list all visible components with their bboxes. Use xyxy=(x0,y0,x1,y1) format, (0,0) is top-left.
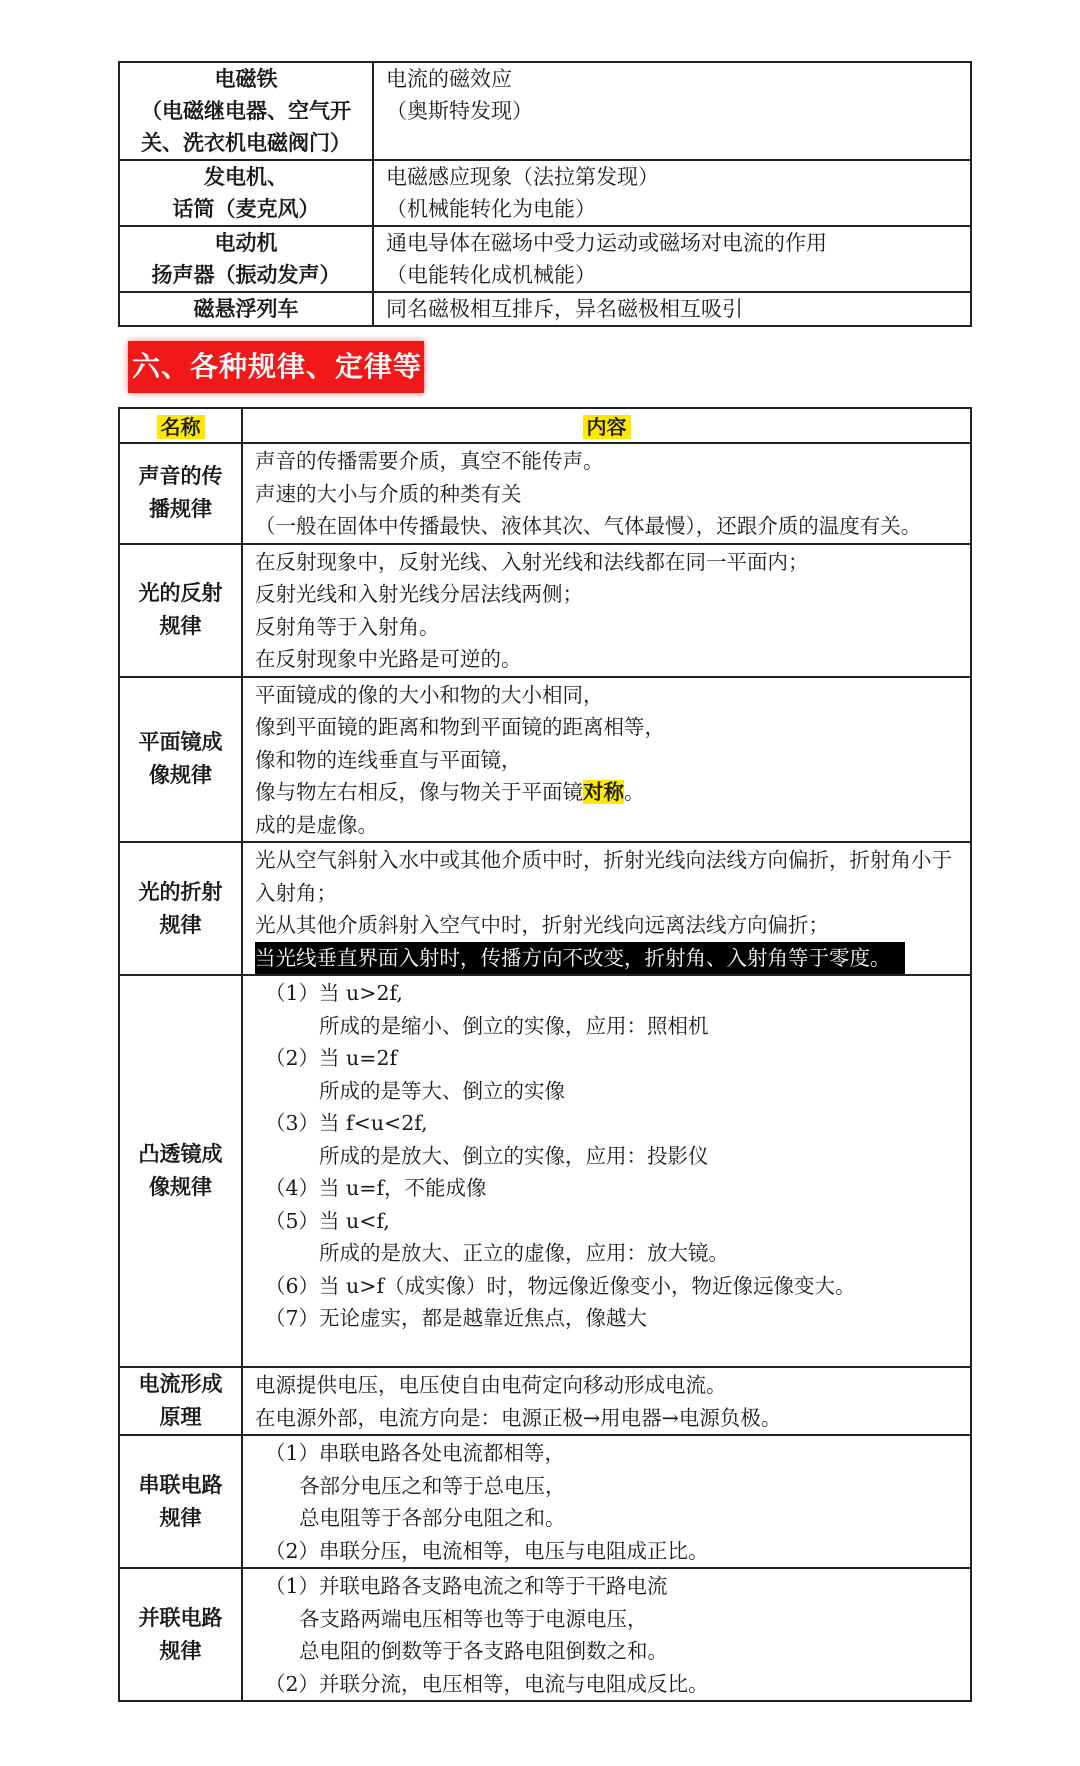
applications-table xyxy=(118,61,972,327)
table-row xyxy=(119,62,971,160)
content-cell: 光从空气斜射入水中或其他介质中时，折射光线向法线方向偏折，折射角小于入射角； 光从其他介质斜射入空气中时，折射光线向远离法线方向偏折； 当光线垂直界面入射时，传播方向不改变，折射角、入射角等于零度。 xyxy=(242,842,971,975)
table-row xyxy=(119,544,971,677)
name-cell: 声音的传 播规律 xyxy=(119,443,242,544)
highlighted-text-dark: 当光线垂直界面入射时，传播方向不改变，折射角、入射角等于零度。 xyxy=(255,942,905,975)
header-name-cell xyxy=(119,408,242,443)
highlighted-text: 对称 xyxy=(583,780,624,804)
name-cell: 发电机、 话筒（麦克风） xyxy=(119,160,373,226)
content-cell: （1）当 u>2f, 所成的是缩小、倒立的实像，应用：照相机 （2）当 u=2f 所成的是等大、倒立的实像 （3）当 f<u<2f, 所成的是放大、倒立的实像，应用：投影仪 （4）当 u=f，不能成像 （5）当 u<f, 所成的是放大、正立的虚像，应用：放大镜。 （6）当 u>f（成实像）时，物远像近像变小，物近像远像变大。 （7）无论虚实，都是越靠近焦点，像越大 xyxy=(242,975,971,1367)
header-content: 内容 xyxy=(583,415,631,439)
header-name: 名称 xyxy=(157,415,205,439)
desc-cell: 电流的磁效应 （奥斯特发现） xyxy=(373,62,971,160)
name-cell: 电磁铁 （电磁继电器、空气开 关、洗衣机电磁阀门） xyxy=(119,62,373,160)
table-row xyxy=(119,443,971,544)
table-row xyxy=(119,1435,971,1568)
content-cell: （1）串联电路各处电流都相等， 各部分电压之和等于总电压， 总电阻等于各部分电阻之和。 （2）串联分压，电流相等，电压与电阻成正比。 xyxy=(242,1435,971,1568)
desc-cell: 通电导体在磁场中受力运动或磁场对电流的作用 （电能转化成机械能） xyxy=(373,226,971,292)
table-row xyxy=(119,292,971,326)
name-cell: 平面镜成 像规律 xyxy=(119,677,242,843)
content-cell: 电源提供电压，电压使自由电荷定向移动形成电流。 在电源外部，电流方向是：电源正极→用电器→电源负极。 xyxy=(242,1367,971,1435)
name-cell: 串联电路 规律 xyxy=(119,1435,242,1568)
table-row xyxy=(119,842,971,975)
name-cell: 电流形成 原理 xyxy=(119,1367,242,1435)
content-cell: （1）并联电路各支路电流之和等于干路电流 各支路两端电压相等也等于电源电压， 总电阻的倒数等于各支路电阻倒数之和。 （2）并联分流，电压相等，电流与电阻成反比。 xyxy=(242,1568,971,1701)
table-row xyxy=(119,677,971,843)
name-cell: 光的折射 规律 xyxy=(119,842,242,975)
table-row xyxy=(119,1367,971,1435)
header-content-cell xyxy=(242,408,971,443)
name-cell: 凸透镜成 像规律 xyxy=(119,975,242,1367)
table-row xyxy=(119,1568,971,1701)
content-cell: 在反射现象中，反射光线、入射光线和法线都在同一平面内； 反射光线和入射光线分居法线两侧； 反射角等于入射角。 在反射现象中光路是可逆的。 xyxy=(242,544,971,677)
section-heading: 六、各种规律、定律等 xyxy=(128,341,424,393)
table-row xyxy=(119,975,971,1367)
name-cell: 电动机 扬声器（振动发声） xyxy=(119,226,373,292)
table-header-row xyxy=(119,408,971,443)
name-cell: 并联电路 规律 xyxy=(119,1568,242,1701)
content-cell: 平面镜成的像的大小和物的大小相同， 像到平面镜的距离和物到平面镜的距离相等， 像和物的连线垂直与平面镜， 像与物左右相反，像与物关于平面镜对称。 成的是虚像。 xyxy=(242,677,971,843)
table-row xyxy=(119,160,971,226)
name-cell: 磁悬浮列车 xyxy=(119,292,373,326)
desc-cell: 同名磁极相互排斥，异名磁极相互吸引 xyxy=(373,292,971,326)
desc-cell: 电磁感应现象（法拉第发现） （机械能转化为电能） xyxy=(373,160,971,226)
name-cell: 光的反射 规律 xyxy=(119,544,242,677)
content-cell: 声音的传播需要介质，真空不能传声。 声速的大小与介质的种类有关 （一般在固体中传播最快、液体其次、气体最慢），还跟介质的温度有关。 xyxy=(242,443,971,544)
table-row xyxy=(119,226,971,292)
laws-table xyxy=(118,407,972,1702)
